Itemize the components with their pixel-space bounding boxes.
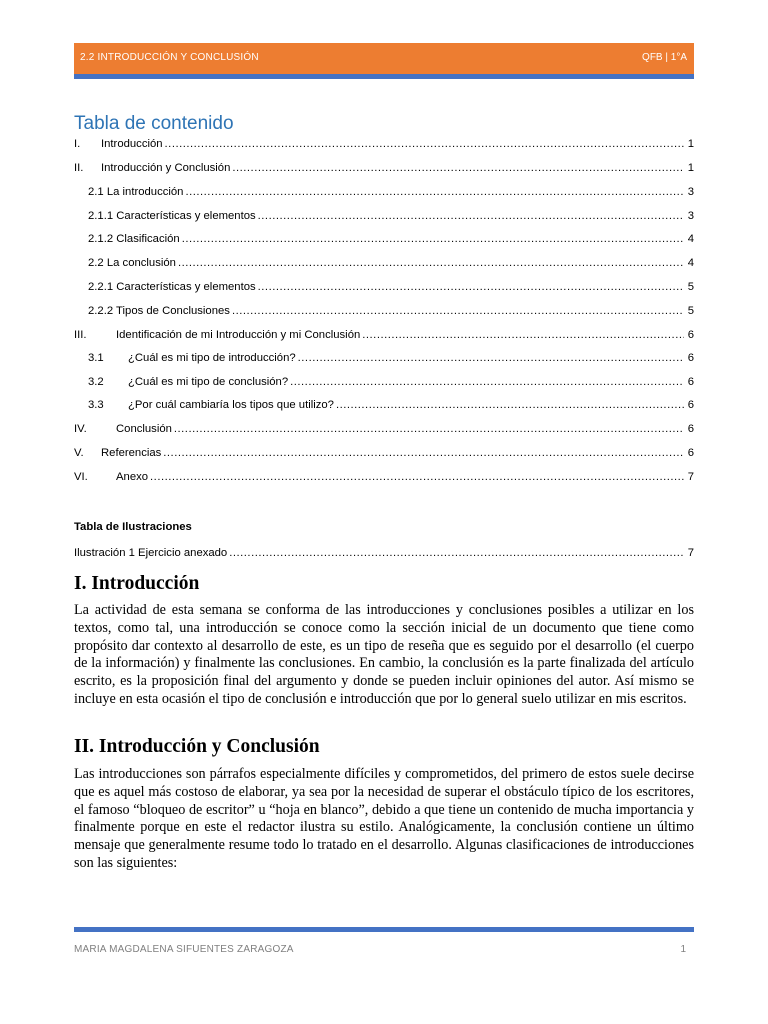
- section-heading-introduccion-y-conclusion: II. Introducción y Conclusión: [74, 736, 320, 757]
- toc-page-number: 3: [687, 210, 694, 222]
- toc-leader: [178, 257, 684, 269]
- toc-page-number: 6: [687, 329, 694, 341]
- toc-page-number: 6: [687, 399, 694, 411]
- toc-leader: [163, 447, 684, 459]
- toc-page-number: 4: [687, 233, 694, 245]
- footer-page-number: 1: [680, 944, 686, 955]
- header-title: 2.2 INTRODUCCIÓN Y CONCLUSIÓN: [80, 52, 259, 63]
- section-paragraph-introduccion-y-conclusion: Las introducciones son párrafos especialmente difíciles y comprometidos, del primero de estos suele decirse que es aquel más costoso de elaborar, ya sea por la necesidad de superar el obstáculo típico de los escritores, el famoso “bloqueo de escritor” u “hoja en blanco”, debido a que tiene un contenido de mucha importancia y finalmente porque en este el redactor ilustra su estilo. Analógicamente, la conclusión contiene un último mensaje que generalmente resume todo lo tratado en el desarrollo. Algunas clasificaciones de introducciones son las siguientes:: [74, 766, 694, 871]
- page-header: [74, 43, 694, 74]
- toc-leader: [336, 399, 684, 411]
- toc-entry-cambiaria[interactable]: 3.3 ¿Por cuál cambiaría los tipos que utilizo? ..... 6: [88, 399, 694, 415]
- toc-leader: [150, 471, 684, 483]
- toc-page-number: 6: [687, 447, 694, 459]
- toc-page-number: 7: [687, 547, 694, 559]
- toc-entry-anexo[interactable]: VI. Anexo ..... 7: [74, 471, 694, 487]
- toc-title: Tabla de contenido: [74, 113, 234, 134]
- toc-leader: [174, 423, 684, 435]
- toc-page-number: 6: [687, 423, 694, 435]
- toc-entry-intro-caracteristicas[interactable]: 2.1.1 Características y elementos ..... 3: [88, 210, 694, 226]
- toc-leader: [232, 162, 684, 174]
- toc-entry-introduccion-y-conclusion[interactable]: II. Introducción y Conclusión ..... 1: [74, 162, 694, 178]
- toc-leader: [185, 186, 684, 198]
- toc-leader: [298, 352, 684, 364]
- toc-page-number: 3: [687, 186, 694, 198]
- footer-divider: [74, 927, 694, 932]
- illustrations-title: Tabla de Ilustraciones: [74, 521, 192, 533]
- toc-leader: [258, 210, 684, 222]
- toc-leader: [290, 376, 684, 388]
- toc-entry-tipos-conclusiones[interactable]: 2.2.2 Tipos de Conclusiones ..... 5: [88, 305, 694, 321]
- toc-entry-referencias[interactable]: V. Referencias ..... 6: [74, 447, 694, 463]
- toc-entry-conclusion[interactable]: IV. Conclusión ..... 6: [74, 423, 694, 439]
- toc-leader: [362, 329, 684, 341]
- toc-entry-la-introduccion[interactable]: 2.1 La introducción ..... 3: [88, 186, 694, 202]
- toc-entry-clasificacion[interactable]: 2.1.2 Clasificación ..... 4: [88, 233, 694, 249]
- toc-leader: [182, 233, 684, 245]
- toc-leader: [229, 547, 684, 559]
- footer-author: MARIA MAGDALENA SIFUENTES ZARAGOZA: [74, 944, 294, 955]
- toc-entry-identificacion[interactable]: III. Identificación de mi Introducción y mi Conclusión ..... 6: [74, 329, 694, 345]
- toc-entry-introduccion[interactable]: I. Introducción ..... 1: [74, 138, 694, 154]
- header-course: QFB | 1°A: [642, 52, 687, 63]
- toc-page-number: 6: [687, 352, 694, 364]
- toc-page-number: 7: [687, 471, 694, 483]
- illustration-entry-1[interactable]: Ilustración 1 Ejercicio anexado ..... 7: [74, 547, 694, 563]
- toc-leader: [258, 281, 684, 293]
- section-heading-introduccion: I. Introducción: [74, 573, 200, 594]
- toc-entry-concl-caracteristicas[interactable]: 2.2.1 Características y elementos ..... 5: [88, 281, 694, 297]
- toc-leader: [165, 138, 684, 150]
- toc-page-number: 1: [687, 162, 694, 174]
- toc-page-number: 1: [687, 138, 694, 150]
- toc-page-number: 4: [687, 257, 694, 269]
- toc-leader: [232, 305, 684, 317]
- toc-entry-la-conclusion[interactable]: 2.2 La conclusión ..... 4: [88, 257, 694, 273]
- toc-page-number: 5: [687, 281, 694, 293]
- header-divider: [74, 74, 694, 79]
- toc-page-number: 5: [687, 305, 694, 317]
- toc-page-number: 6: [687, 376, 694, 388]
- toc-entry-tipo-introduccion[interactable]: 3.1 ¿Cuál es mi tipo de introducción? ..... 6: [88, 352, 694, 368]
- section-paragraph-introduccion: La actividad de esta semana se conforma de las introducciones y conclusiones posibles a utilizar en los textos, como tal, una introducción se conoce como la sección inicial de un documento que tiene como propósito dar contexto al desarrollo de este, es un tipo de reseña que es seguido por el desarrollo (el cuerpo de la información) y finalmente las conclusiones. En cambio, la conclusión es la parte finalizada del artículo escrito, es la proposición final del argumento y donde se pueden incluir opiniones del autor. Así mismo se incluye en esta ocasión el tipo de conclusión e introducción que por lo general suelo utilizar en mis escritos.: [74, 602, 694, 707]
- toc-entry-tipo-conclusion[interactable]: 3.2 ¿Cuál es mi tipo de conclusión? ..... 6: [88, 376, 694, 392]
